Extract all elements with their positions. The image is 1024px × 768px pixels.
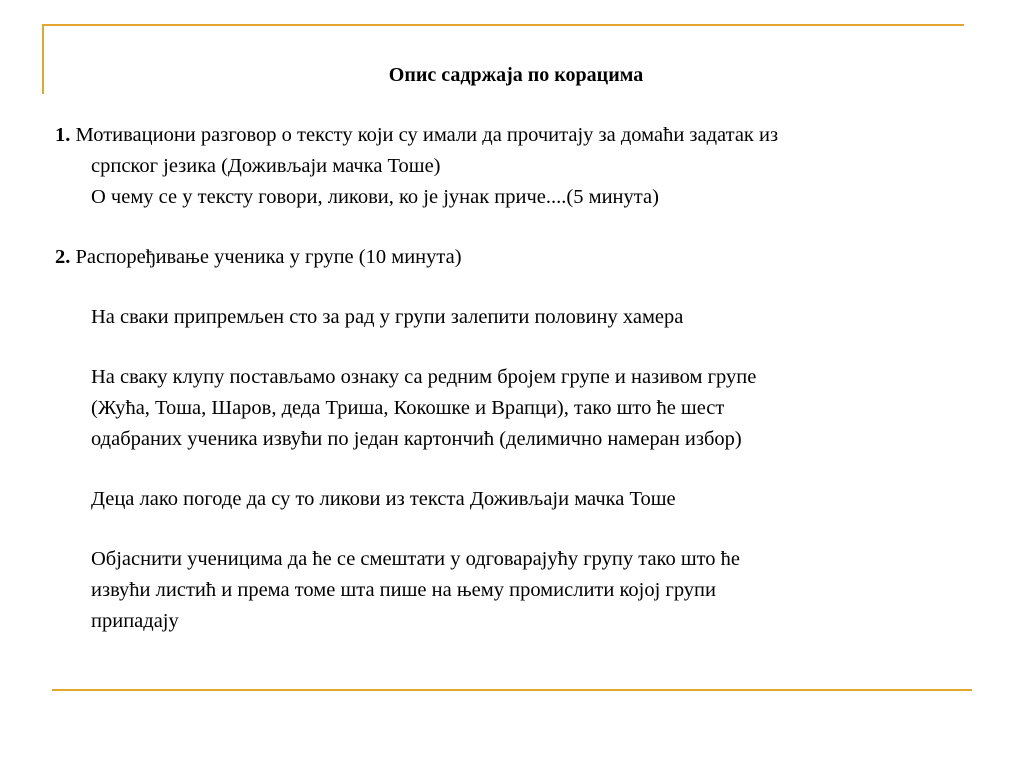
step-2-paragraph-3: Деца лако погоде да су то ликови из текста Доживљаји мачка Тоше (91, 488, 676, 510)
step-2-paragraph-1: На сваки припремљен сто за рад у групи залепити половину хамера (91, 306, 684, 328)
spacer (55, 455, 985, 484)
step-2-number: 2. (55, 246, 71, 268)
slide-content (55, 120, 985, 637)
step-2-paragraph-2-line-3: одабраних ученика извући по један картончић (делимично намеран избор) (91, 428, 742, 450)
step-2-paragraph-4-line-1: Објаснити ученицима да ће се смештати у одговарајућу групу тако што ће (91, 548, 741, 570)
step-1-line-1 (55, 120, 985, 151)
step-2-line-1 (55, 242, 985, 273)
step-2-text-1: Распоређивање ученика у групе (10 минута) (75, 246, 462, 268)
bottom-border-line (52, 689, 972, 691)
step-1-line-2: српског језика (Доживљаји мачка Тоше) (91, 155, 441, 177)
slide-title: Опис садржаја по корацима (388, 64, 644, 86)
step-2-paragraph-2-line-1: На сваку клупу постављамо ознаку са редним бројем групе и називом групе (91, 366, 757, 388)
spacer (55, 515, 985, 544)
step-1-number: 1. (55, 124, 71, 146)
step-1-text-1: Мотивациони разговор о тексту који су имали да прочитају за домаћи задатак из (75, 124, 779, 146)
step-1-line-3: О чему се у тексту говори, ликови, ко је јунак приче....(5 минута) (91, 186, 659, 208)
spacer (55, 333, 985, 362)
step-2-paragraph-4-line-2: извући листић и према томе шта пише на њему промислити којој групи (91, 579, 716, 601)
step-2-paragraph-2-line-2: (Жућа, Тоша, Шаров, деда Триша, Кокошке и Врапци), тако што ће шест (91, 397, 725, 419)
spacer (55, 213, 985, 242)
top-border-line (42, 24, 964, 26)
step-2-paragraph-4-line-3: припадају (91, 610, 179, 632)
spacer (55, 273, 985, 302)
